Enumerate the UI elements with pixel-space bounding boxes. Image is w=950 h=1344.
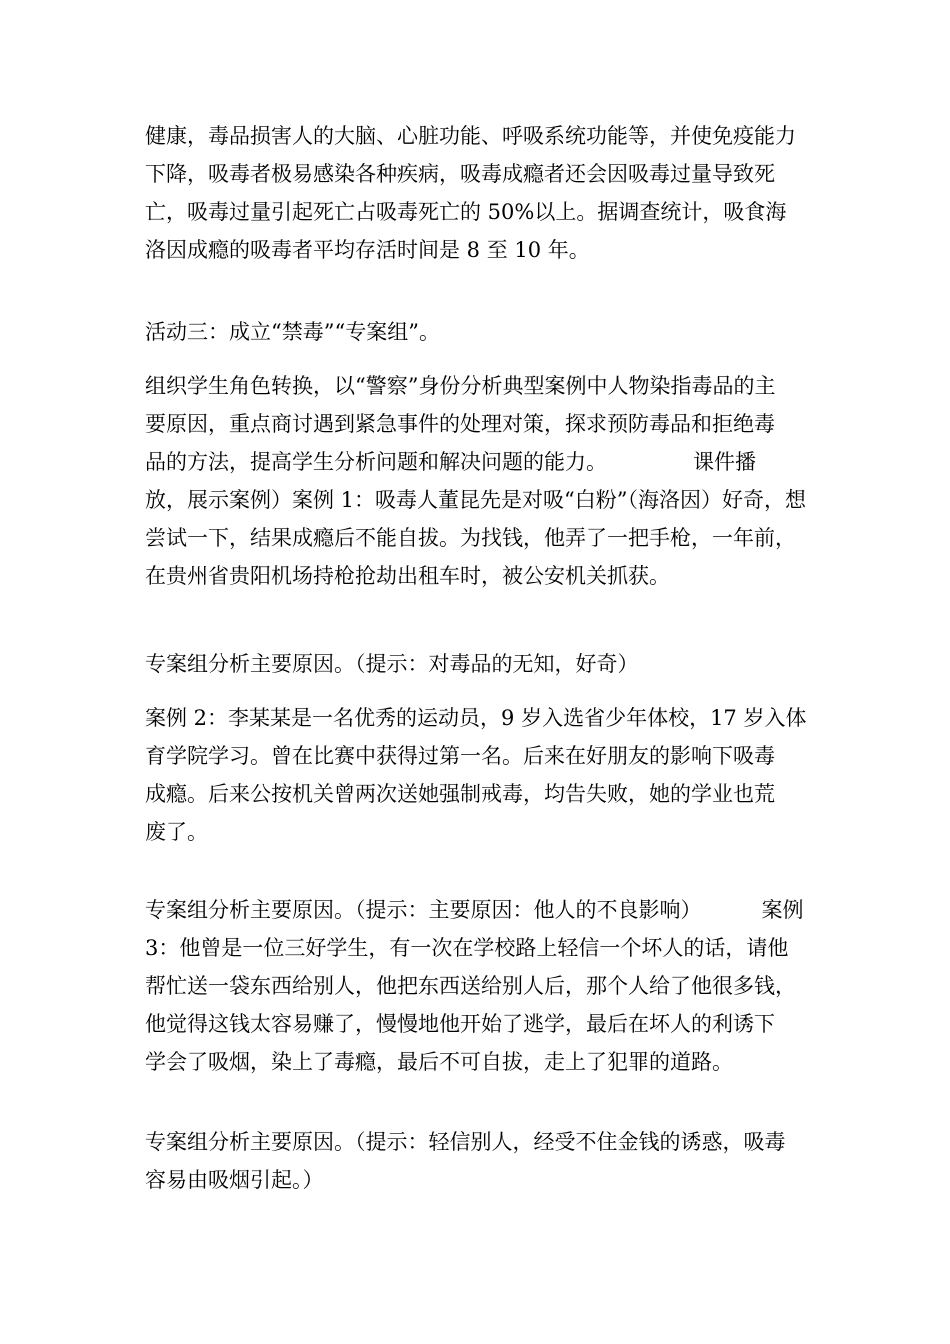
text-segment: 课件播 (693, 450, 756, 474)
text-line: 在贵州省贵阳机场持枪抢劫出租车时，被公安机关抓获。 (145, 564, 670, 588)
paragraph-case2 (145, 699, 815, 851)
paragraph-case3 (145, 891, 815, 1081)
text-line: 学会了吸烟，染上了毒瘾，最后不可自拔，走上了犯罪的道路。 (145, 1050, 733, 1074)
text-segment: 专案组分析主要原因。（提示：主要原因：他人的不良影响） (145, 898, 702, 922)
paragraph-role-play (145, 367, 815, 595)
text-line: 要原因，重点商讨遇到紧急事件的处理对策，探求预防毒品和拒绝毒 (145, 412, 775, 436)
activity-heading: 活动三：成立“禁毒”“专案组”。 (145, 320, 440, 344)
paragraph-case3-analysis (145, 1123, 815, 1199)
text-line: 帮忙送一袋东西给别人，他把东西送给别人后，那个人给了他很多钱， (145, 974, 796, 998)
paragraph-case1-analysis (145, 645, 815, 683)
text-segment: 案例 (761, 898, 804, 922)
text-line: 他觉得这钱太容易赚了，慢慢地他开始了逃学，最后在坏人的利诱下 (145, 1012, 775, 1036)
text-line-with-tail (145, 891, 815, 929)
text-line: 3：他曾是一位三好学生，有一次在学校路上轻信一个坏人的话，请他 (145, 936, 789, 960)
text-line: 洛因成瘾的吸毒者平均存活时间是 8 至 10 年。 (145, 238, 590, 262)
text-segment: 品的方法，提高学生分析问题和解决问题的能力。 (145, 450, 607, 474)
text-line: 专案组分析主要原因。（提示：对毒品的无知，好奇） (145, 652, 639, 676)
text-line: 组织学生角色转换，以“警察”身份分析典型案例中人物染指毒品的主 (145, 374, 776, 398)
text-line: 尝试一下，结果成瘾后不能自拔。为找钱，他弄了一把手枪，一年前， (145, 526, 796, 550)
text-line: 育学院学习。曾在比赛中获得过第一名。后来在好朋友的影响下吸毒 (145, 744, 775, 768)
text-line: 案例 2：李某某是一名优秀的运动员，9 岁入选省少年体校，17 岁入体 (145, 706, 807, 730)
text-line: 废了。 (145, 820, 208, 844)
text-line-with-tail (145, 443, 815, 481)
text-line: 亡，吸毒过量引起死亡占吸毒死亡的 50%以上。据调查统计，吸食海 (145, 200, 787, 224)
text-line: 放，展示案例）案例 1：吸毒人董昆先是对吸“白粉”（海洛因）好奇，想 (145, 488, 807, 512)
text-line: 健康，毒品损害人的大脑、心脏功能、呼吸系统功能等，并使免疫能力 (145, 124, 796, 148)
paragraph-activity-three (145, 313, 815, 351)
text-line: 成瘾。后来公按机关曾两次送她强制戒毒，均告失败，她的学业也荒 (145, 782, 775, 806)
text-line: 容易由吸烟引起。） (145, 1168, 324, 1192)
paragraph-drug-harm (145, 117, 815, 269)
text-line: 下降，吸毒者极易感染各种疾病，吸毒成瘾者还会因吸毒过量导致死 (145, 162, 775, 186)
text-line: 专案组分析主要原因。（提示：轻信别人，经受不住金钱的诱惑，吸毒 (145, 1130, 786, 1154)
